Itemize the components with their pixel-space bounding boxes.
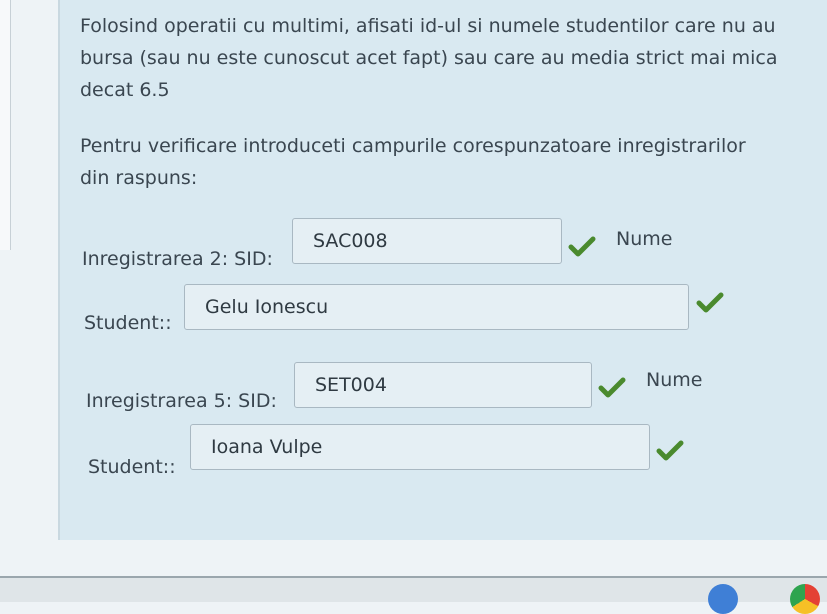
verification-hint: Pentru verificare introduceti campurile corespunzatoare inregistrarilor din raspuns: xyxy=(80,135,746,189)
question-panel xyxy=(58,0,827,540)
record-2-sid-label: Inregistrarea 2: SID: xyxy=(82,248,273,270)
record-2-sid-check-icon xyxy=(568,236,596,258)
record-5-nume-label: Nume xyxy=(646,369,703,391)
taskbar xyxy=(0,576,827,602)
left-window-edge xyxy=(0,0,11,250)
taskbar-app-icon[interactable] xyxy=(708,584,738,614)
record-2-nume-label: Nume xyxy=(616,228,673,250)
record-2-student-check-icon xyxy=(696,292,724,314)
record-2-student-input[interactable]: Gelu Ionescu xyxy=(184,284,689,330)
record-5-student-label: Student:: xyxy=(88,456,176,478)
chrome-icon[interactable] xyxy=(790,584,820,614)
record-5-sid-check-icon xyxy=(598,377,626,399)
question-text: Folosind operatii cu multimi, afisati id-ul si numele studentilor care nu au bursa (sau nu este cunoscut acet fapt) sau care au media strict mai mica decat 6.5 xyxy=(80,15,778,101)
record-5-student-check-icon xyxy=(656,440,684,462)
record-5-sid-input[interactable]: SET004 xyxy=(294,362,592,408)
record-2-student-label: Student:: xyxy=(84,312,172,334)
record-2-sid-input[interactable]: SAC008 xyxy=(292,218,562,264)
record-5-sid-label: Inregistrarea 5: SID: xyxy=(86,390,277,412)
record-5-student-input[interactable]: Ioana Vulpe xyxy=(190,424,650,470)
